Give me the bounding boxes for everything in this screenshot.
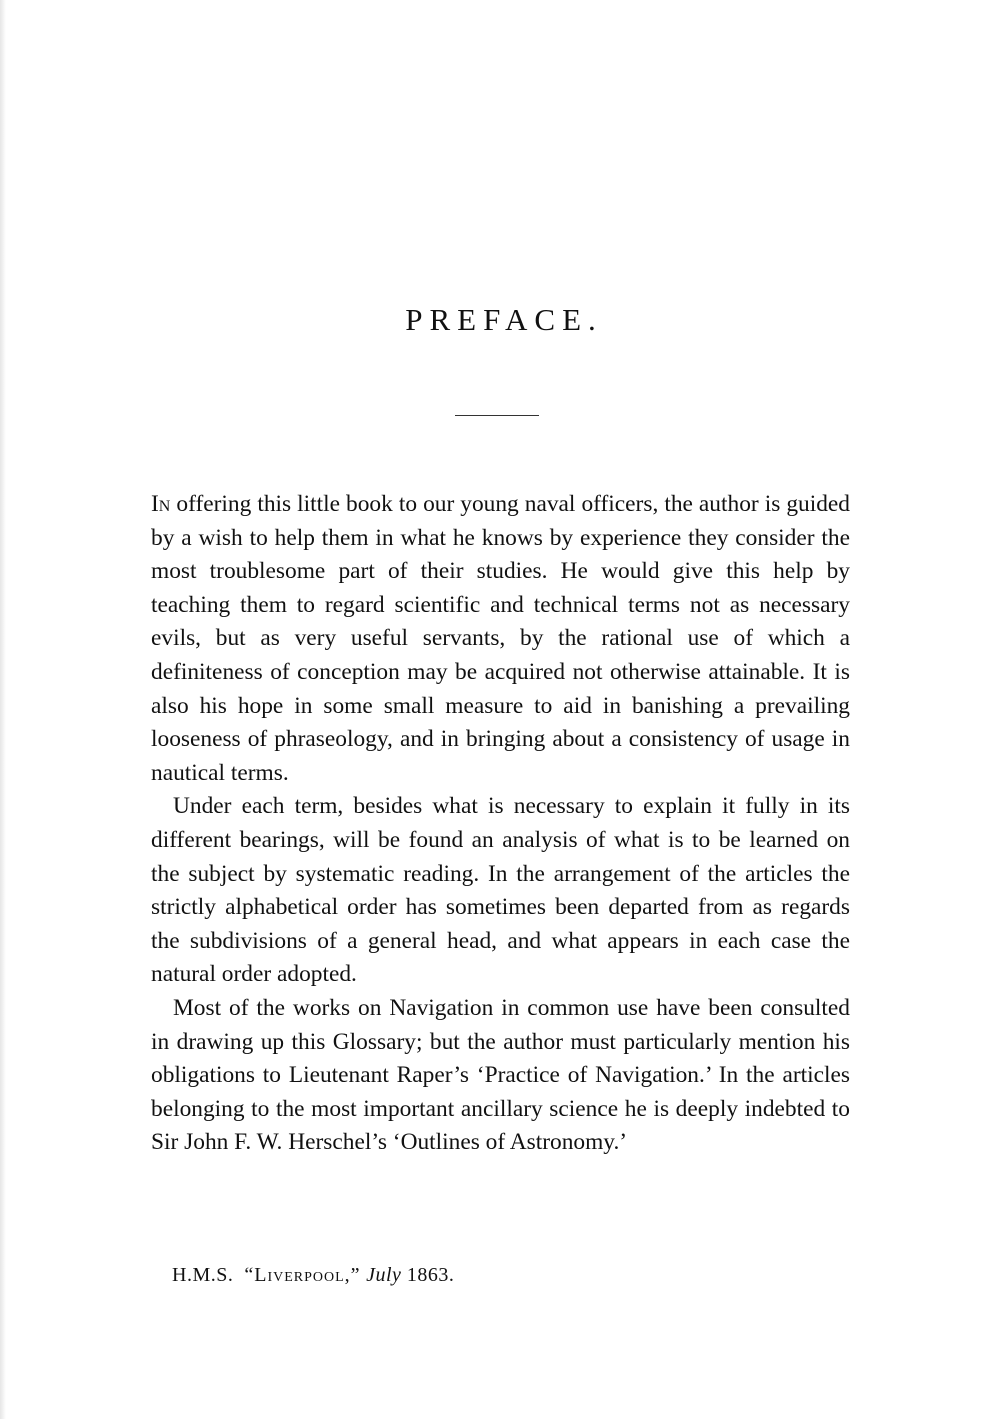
paragraph-1: [151, 488, 850, 790]
title-divider: [455, 415, 539, 416]
signature-year: 1863.: [406, 1264, 455, 1286]
preface-body: [151, 488, 850, 1160]
signature-line: [172, 1264, 454, 1287]
signature-ship: “Liverpool,”: [244, 1264, 361, 1286]
paragraph-1-text: offering this little book to our young naval officers, the author is guided by a wish to help them in what he knows by experience they consider the most troublesome part of their studies. He would give this help by teaching them to regard scientific and technical terms not as necessary evils, but as very useful servants, by the rational use of which a definiteness of conception may be acquired not otherwise attainable. It is also his hope in some small measure to aid in banishing a prevailing looseness of phraseology, and in bringing about a consistency of usage in nautical terms.: [151, 491, 850, 786]
page-edge-shadow: [0, 0, 6, 1419]
paragraph-2: Under each term, besides what is necessary to explain it fully in its different bearings, will be found an analysis of what is to be learned on the subject by systematic reading. In the arrangement of the articles the strictly alphabetical order has sometimes been departed from as regards the subdivisions of a general head, and what appears in each case the natural order adopted.: [151, 793, 850, 988]
drop-lead-word: In: [151, 491, 171, 517]
paragraph-3: Most of the works on Navigation in common use have been consulted in drawing up this Glossary; but the author must particularly mention his obligations to Lieutenant Raper’s ‘Practice of Navigation.’ In the articles belonging to the most important ancillary science he is deeply indebted to Sir John F. W. Herschel’s ‘Outlines of Astronomy.’: [151, 994, 850, 1156]
signature-month: July: [366, 1264, 402, 1286]
signature-prefix: H.M.S.: [172, 1264, 234, 1286]
page-title: PREFACE.: [405, 302, 603, 337]
